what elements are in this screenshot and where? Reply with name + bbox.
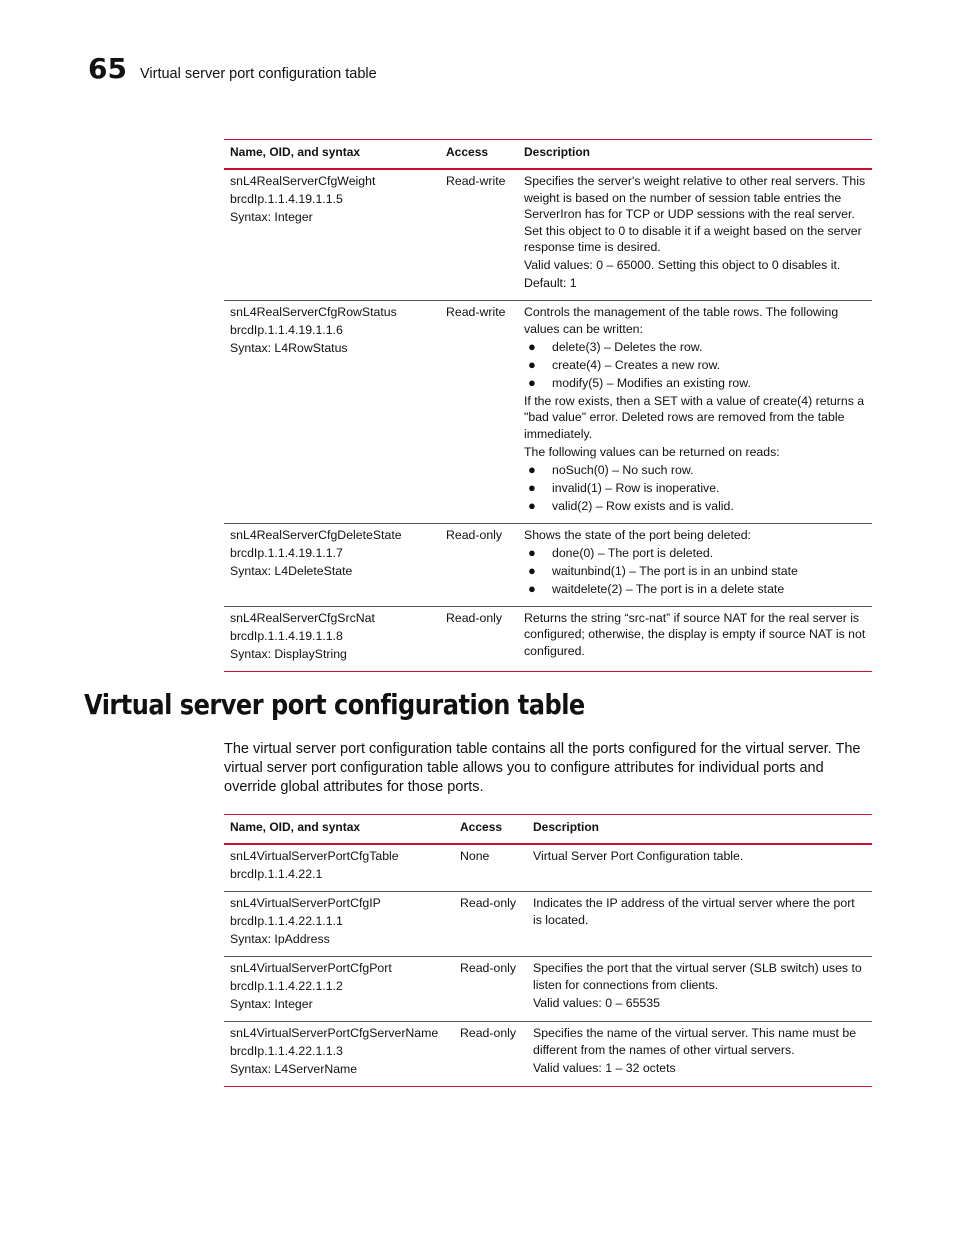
table-row bbox=[224, 844, 872, 892]
list-item: ● modify(5) – Modifies an existing row. bbox=[528, 374, 751, 390]
description-cell bbox=[527, 1022, 872, 1087]
name-cell bbox=[224, 957, 454, 1022]
bullet-icon: ● bbox=[528, 461, 536, 477]
table-row bbox=[224, 1022, 872, 1087]
table-header-row bbox=[224, 140, 872, 170]
object-oid: brcdIp.1.1.4.19.1.1.8 bbox=[230, 628, 343, 643]
access-cell: Read-only bbox=[454, 957, 527, 1022]
table-row bbox=[224, 606, 872, 671]
access-cell: Read-write bbox=[440, 301, 518, 524]
name-cell bbox=[224, 606, 440, 671]
list-item: ● valid(2) – Row exists and is valid. bbox=[528, 497, 734, 513]
name-cell bbox=[224, 523, 440, 606]
access-cell: Read-only bbox=[440, 606, 518, 671]
column-header-access: Access bbox=[454, 815, 527, 845]
description-text: Returns the string “src-nat” if source NAT for the real server is configured; otherwise, the display is empty if source NAT is not configured. bbox=[524, 610, 866, 658]
bullet-icon: ● bbox=[528, 497, 536, 513]
table-row bbox=[224, 523, 872, 606]
object-syntax: Syntax: Integer bbox=[230, 997, 313, 1011]
object-oid: brcdIp.1.1.4.22.1.1.1 bbox=[230, 914, 343, 928]
description-text: Valid values: 0 – 65535 bbox=[533, 995, 660, 1010]
object-syntax: Syntax: L4DeleteState bbox=[230, 563, 353, 578]
object-syntax: Syntax: IpAddress bbox=[230, 932, 330, 946]
object-syntax: Syntax: DisplayString bbox=[230, 646, 347, 661]
object-oid: brcdIp.1.1.4.19.1.1.6 bbox=[230, 323, 343, 337]
list-item: ● waitdelete(2) – The port is in a delete state bbox=[528, 580, 785, 596]
object-oid: brcdIp.1.1.4.22.1.1.3 bbox=[230, 1044, 343, 1058]
section-title: Virtual server port configuration table bbox=[84, 688, 585, 721]
object-name: snL4VirtualServerPortCfgIP bbox=[230, 896, 381, 910]
list-item: ● waitunbind(1) – The port is in an unbind state bbox=[528, 562, 798, 578]
description-text: Specifies the port that the virtual server (SLB switch) uses to listen for connections from clients. bbox=[533, 961, 862, 992]
name-cell bbox=[224, 892, 454, 957]
access-cell: Read-only bbox=[454, 892, 527, 957]
description-text: Virtual Server Port Configuration table. bbox=[533, 849, 744, 863]
bullet-icon: ● bbox=[528, 374, 536, 390]
name-cell bbox=[224, 1022, 454, 1087]
description-text: If the row exists, then a SET with a value of create(4) returns a "bad value" error. Deleted rows are removed from the table immediately. bbox=[524, 393, 865, 441]
running-title: Virtual server port configuration table bbox=[140, 66, 377, 82]
column-header-name: Name, OID, and syntax bbox=[224, 815, 454, 845]
bullet-icon: ● bbox=[528, 338, 536, 354]
description-text: Default: 1 bbox=[524, 276, 577, 290]
bullet-list bbox=[524, 545, 866, 598]
column-header-name: Name, OID, and syntax bbox=[224, 140, 440, 170]
list-item: ● invalid(1) – Row is inoperative. bbox=[528, 479, 720, 495]
column-header-description: Description bbox=[518, 140, 872, 170]
access-cell: None bbox=[454, 844, 527, 892]
real-server-config-table bbox=[224, 139, 872, 672]
bullet-icon: ● bbox=[528, 479, 536, 495]
column-header-description: Description bbox=[527, 815, 872, 845]
description-text: Shows the state of the port being deleted: bbox=[524, 527, 751, 542]
object-name: snL4VirtualServerPortCfgTable bbox=[230, 849, 399, 863]
bullet-icon: ● bbox=[528, 562, 536, 578]
object-oid: brcdIp.1.1.4.19.1.1.7 bbox=[230, 545, 343, 560]
bullet-list bbox=[524, 462, 866, 515]
access-cell: Read-only bbox=[454, 1022, 527, 1087]
table-row bbox=[224, 957, 872, 1022]
column-header-access: Access bbox=[440, 140, 518, 170]
description-text: Specifies the name of the virtual server. This name must be different from the names of other virtual servers. bbox=[533, 1026, 857, 1057]
table-row bbox=[224, 301, 872, 524]
table-row bbox=[224, 892, 872, 957]
description-cell bbox=[518, 169, 872, 301]
table-header-row bbox=[224, 815, 872, 845]
object-name: snL4RealServerCfgRowStatus bbox=[230, 305, 397, 319]
description-cell bbox=[527, 844, 872, 892]
object-oid: brcdIp.1.1.4.22.1 bbox=[230, 867, 323, 881]
object-oid: brcdIp.1.1.4.19.1.1.5 bbox=[230, 192, 343, 206]
description-cell bbox=[527, 892, 872, 957]
description-text: Valid values: 0 – 65000. Setting this object to 0 disables it. bbox=[524, 258, 841, 272]
section-intro: The virtual server port configuration table contains all the ports configured for the virtual server. The virtual server port configuration table allows you to configure attributes for individual ports and override global attributes for those ports. bbox=[224, 741, 861, 795]
object-name: snL4RealServerCfgSrcNat bbox=[230, 610, 375, 625]
access-cell: Read-only bbox=[440, 523, 518, 606]
table-row bbox=[224, 169, 872, 301]
description-text: The following values can be returned on reads: bbox=[524, 444, 780, 459]
list-item: ● delete(3) – Deletes the row. bbox=[528, 338, 703, 354]
chapter-number: 65 bbox=[88, 52, 127, 85]
description-text: Specifies the server's weight relative to other real servers. This weight is based on the number of session table entries the ServerIron has for TCP or UDP sessions with the real server. Set this object to 0 to disable it if a weight based on the server response time is desired. bbox=[524, 174, 866, 254]
object-syntax: Syntax: L4ServerName bbox=[230, 1062, 358, 1076]
name-cell bbox=[224, 169, 440, 301]
description-text: Valid values: 1 – 32 octets bbox=[533, 1060, 676, 1075]
object-name: snL4VirtualServerPortCfgServerName bbox=[230, 1026, 439, 1040]
virtual-server-port-config-table bbox=[224, 814, 872, 1087]
object-name: snL4RealServerCfgWeight bbox=[230, 174, 376, 188]
object-syntax: Syntax: L4RowStatus bbox=[230, 341, 348, 355]
description-text: Controls the management of the table rows. The following values can be written: bbox=[524, 305, 839, 336]
list-item: ● noSuch(0) – No such row. bbox=[528, 461, 694, 477]
description-cell bbox=[518, 523, 872, 606]
access-cell: Read-write bbox=[440, 169, 518, 301]
object-name: snL4RealServerCfgDeleteState bbox=[230, 527, 402, 542]
description-cell bbox=[518, 606, 872, 671]
object-syntax: Syntax: Integer bbox=[230, 210, 313, 224]
bullet-icon: ● bbox=[528, 580, 536, 596]
name-cell bbox=[224, 844, 454, 892]
description-text: Indicates the IP address of the virtual server where the port is located. bbox=[533, 896, 855, 927]
description-cell bbox=[518, 301, 872, 524]
object-oid: brcdIp.1.1.4.22.1.1.2 bbox=[230, 979, 343, 993]
bullet-icon: ● bbox=[528, 356, 536, 372]
bullet-list bbox=[524, 339, 866, 392]
description-cell bbox=[527, 957, 872, 1022]
name-cell bbox=[224, 301, 440, 524]
object-name: snL4VirtualServerPortCfgPort bbox=[230, 961, 392, 975]
list-item: ● create(4) – Creates a new row. bbox=[528, 356, 721, 372]
list-item: ● done(0) – The port is deleted. bbox=[528, 544, 714, 560]
bullet-icon: ● bbox=[528, 544, 536, 560]
